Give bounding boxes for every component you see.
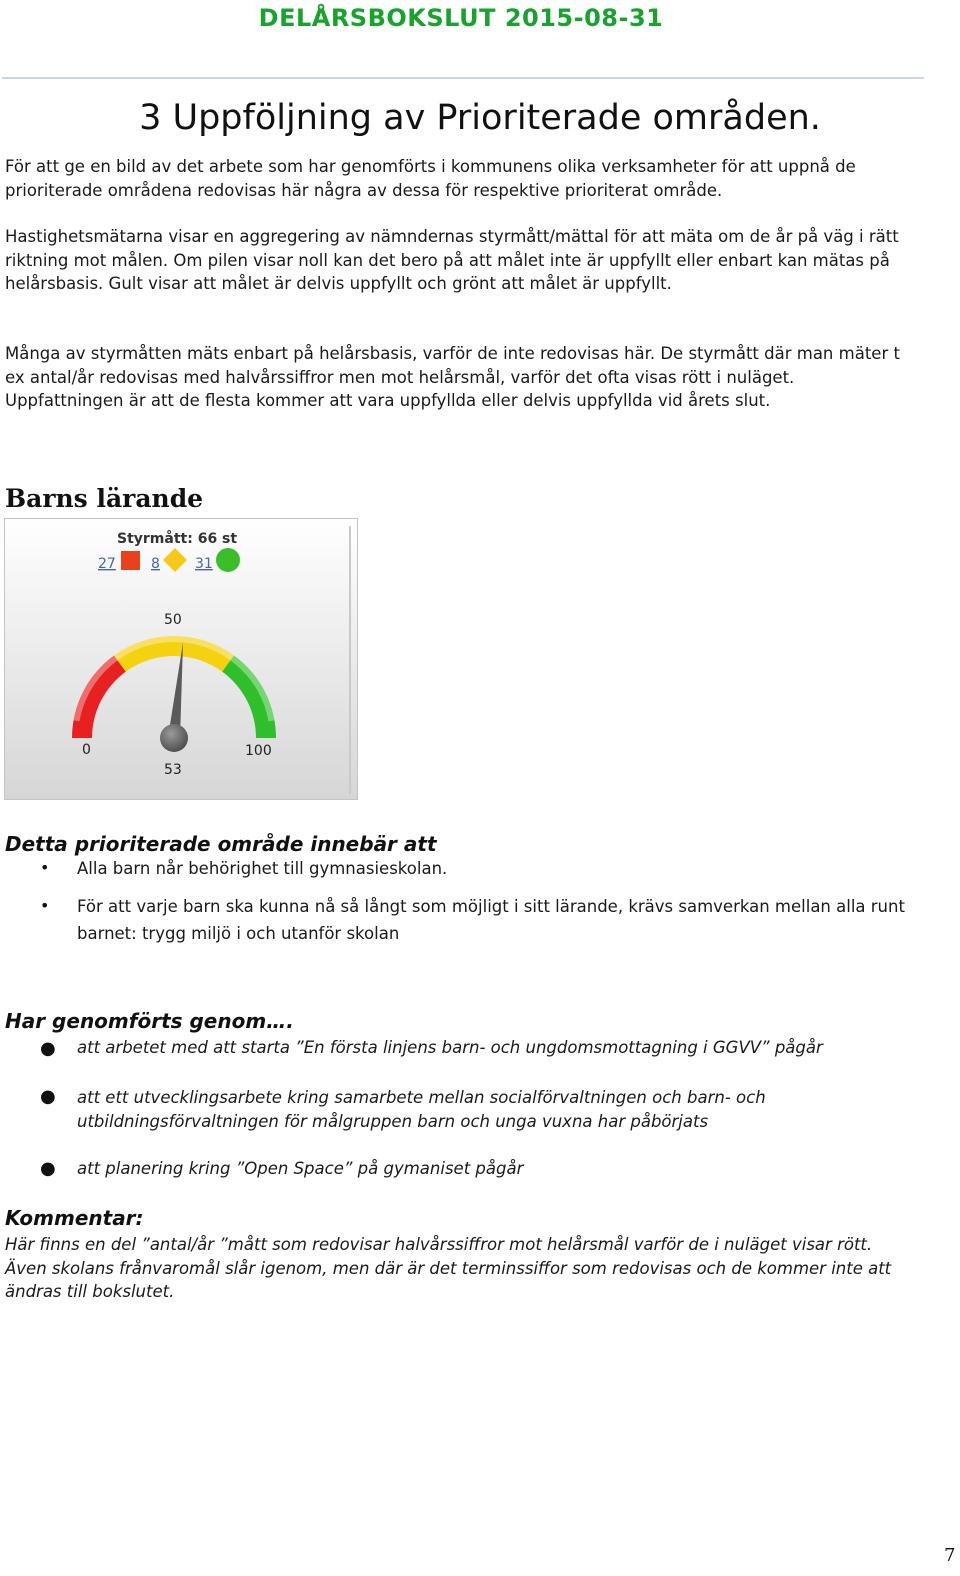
done-item-2: att ett utvecklingsarbete kring samarbete mellan socialförvaltningen och barn- och utbildningsförvaltningen för målgruppen barn och unga vuxna har påbörjats	[77, 1088, 766, 1131]
bullet-marker: •	[40, 896, 50, 915]
gauge-caption: Styrmått: 66 st	[117, 531, 238, 547]
done-item-1: att arbetet med att starta ”En första linjens barn- och ungdomsmottagning i GGVV” pågår	[77, 1038, 823, 1057]
bullet-marker: ●	[40, 1038, 56, 1059]
header-divider	[2, 77, 924, 79]
red-count-link[interactable]: 27	[98, 556, 116, 572]
meaning-item-2: För att varje barn ska kunna nå så långt som möjligt i sitt lärande, krävs samverkan mellan alla runt barnet: trygg miljö i och utanför skolan	[77, 897, 905, 943]
document-header: DELÅRSBOKSLUT 2015-08-31	[258, 4, 664, 32]
red-square-icon	[121, 551, 140, 570]
section-title: 3 Uppföljning av Prioriterade områden.	[139, 98, 821, 138]
meaning-item-1: Alla barn når behörighet till gymnasieskolan.	[77, 859, 448, 878]
yellow-count-link[interactable]: 8	[151, 556, 160, 572]
comment-text: Här finns en del ”antal/år ”mått som redovisar halvårssiffror mot helårsmål varför de i nuläget visar rött. Även skolans frånvaromål slår igenom, men där är det terminssiffor som redovisas och de kommer inte att ändras till bokslutet.	[5, 1235, 892, 1301]
area-title: Barns lärande	[5, 484, 204, 513]
bullet-marker: ●	[40, 1158, 56, 1179]
green-count-link[interactable]: 31	[195, 556, 213, 572]
needle-hub	[160, 724, 188, 752]
comment-heading: Kommentar:	[5, 1206, 144, 1230]
done-item-3: att planering kring ”Open Space” på gymaniset pågår	[77, 1159, 524, 1178]
bullet-marker: ●	[40, 1086, 56, 1107]
meaning-heading: Detta prioriterade område innebär att	[5, 832, 437, 856]
scale-mid-label: 50	[164, 612, 182, 628]
speedometer-gauge	[4, 518, 358, 800]
gauge-value-label: 53	[164, 762, 182, 778]
scale-min-label: 0	[82, 742, 91, 758]
done-heading: Har genomförts genom….	[5, 1009, 294, 1033]
bullet-marker: •	[40, 858, 50, 877]
page-number: 7	[944, 1545, 956, 1566]
intro-paragraph-3: Många av styrmåtten mäts enbart på helårsbasis, varför de inte redovisas här. De styrmått där man mäter t ex antal/år redovisas med halvårssiffror men mot helårsmål, varför det ofta visas rött i nuläget. Uppfattningen är att de flesta kommer att vara uppfyllda eller delvis uppfyllda vid årets slut.	[5, 344, 900, 410]
intro-paragraph-2: Hastighetsmätarna visar en aggregering av nämndernas styrmått/mättal för att mäta om de år på väg i rätt riktning mot målen. Om pilen visar noll kan det bero på att målet inte är uppfyllt eller enbart kan mätas på helårsbasis. Gult visar att målet är delvis uppfyllt och grönt att målet är uppfyllt.	[5, 227, 899, 293]
green-circle-icon	[216, 548, 240, 572]
scale-max-label: 100	[245, 743, 272, 759]
intro-paragraph-1: För att ge en bild av det arbete som har genomförts i kommunens olika verksamheter för att uppnå de prioriterade områdena redovisas här några av dessa för respektive prioriterat område.	[5, 157, 856, 200]
